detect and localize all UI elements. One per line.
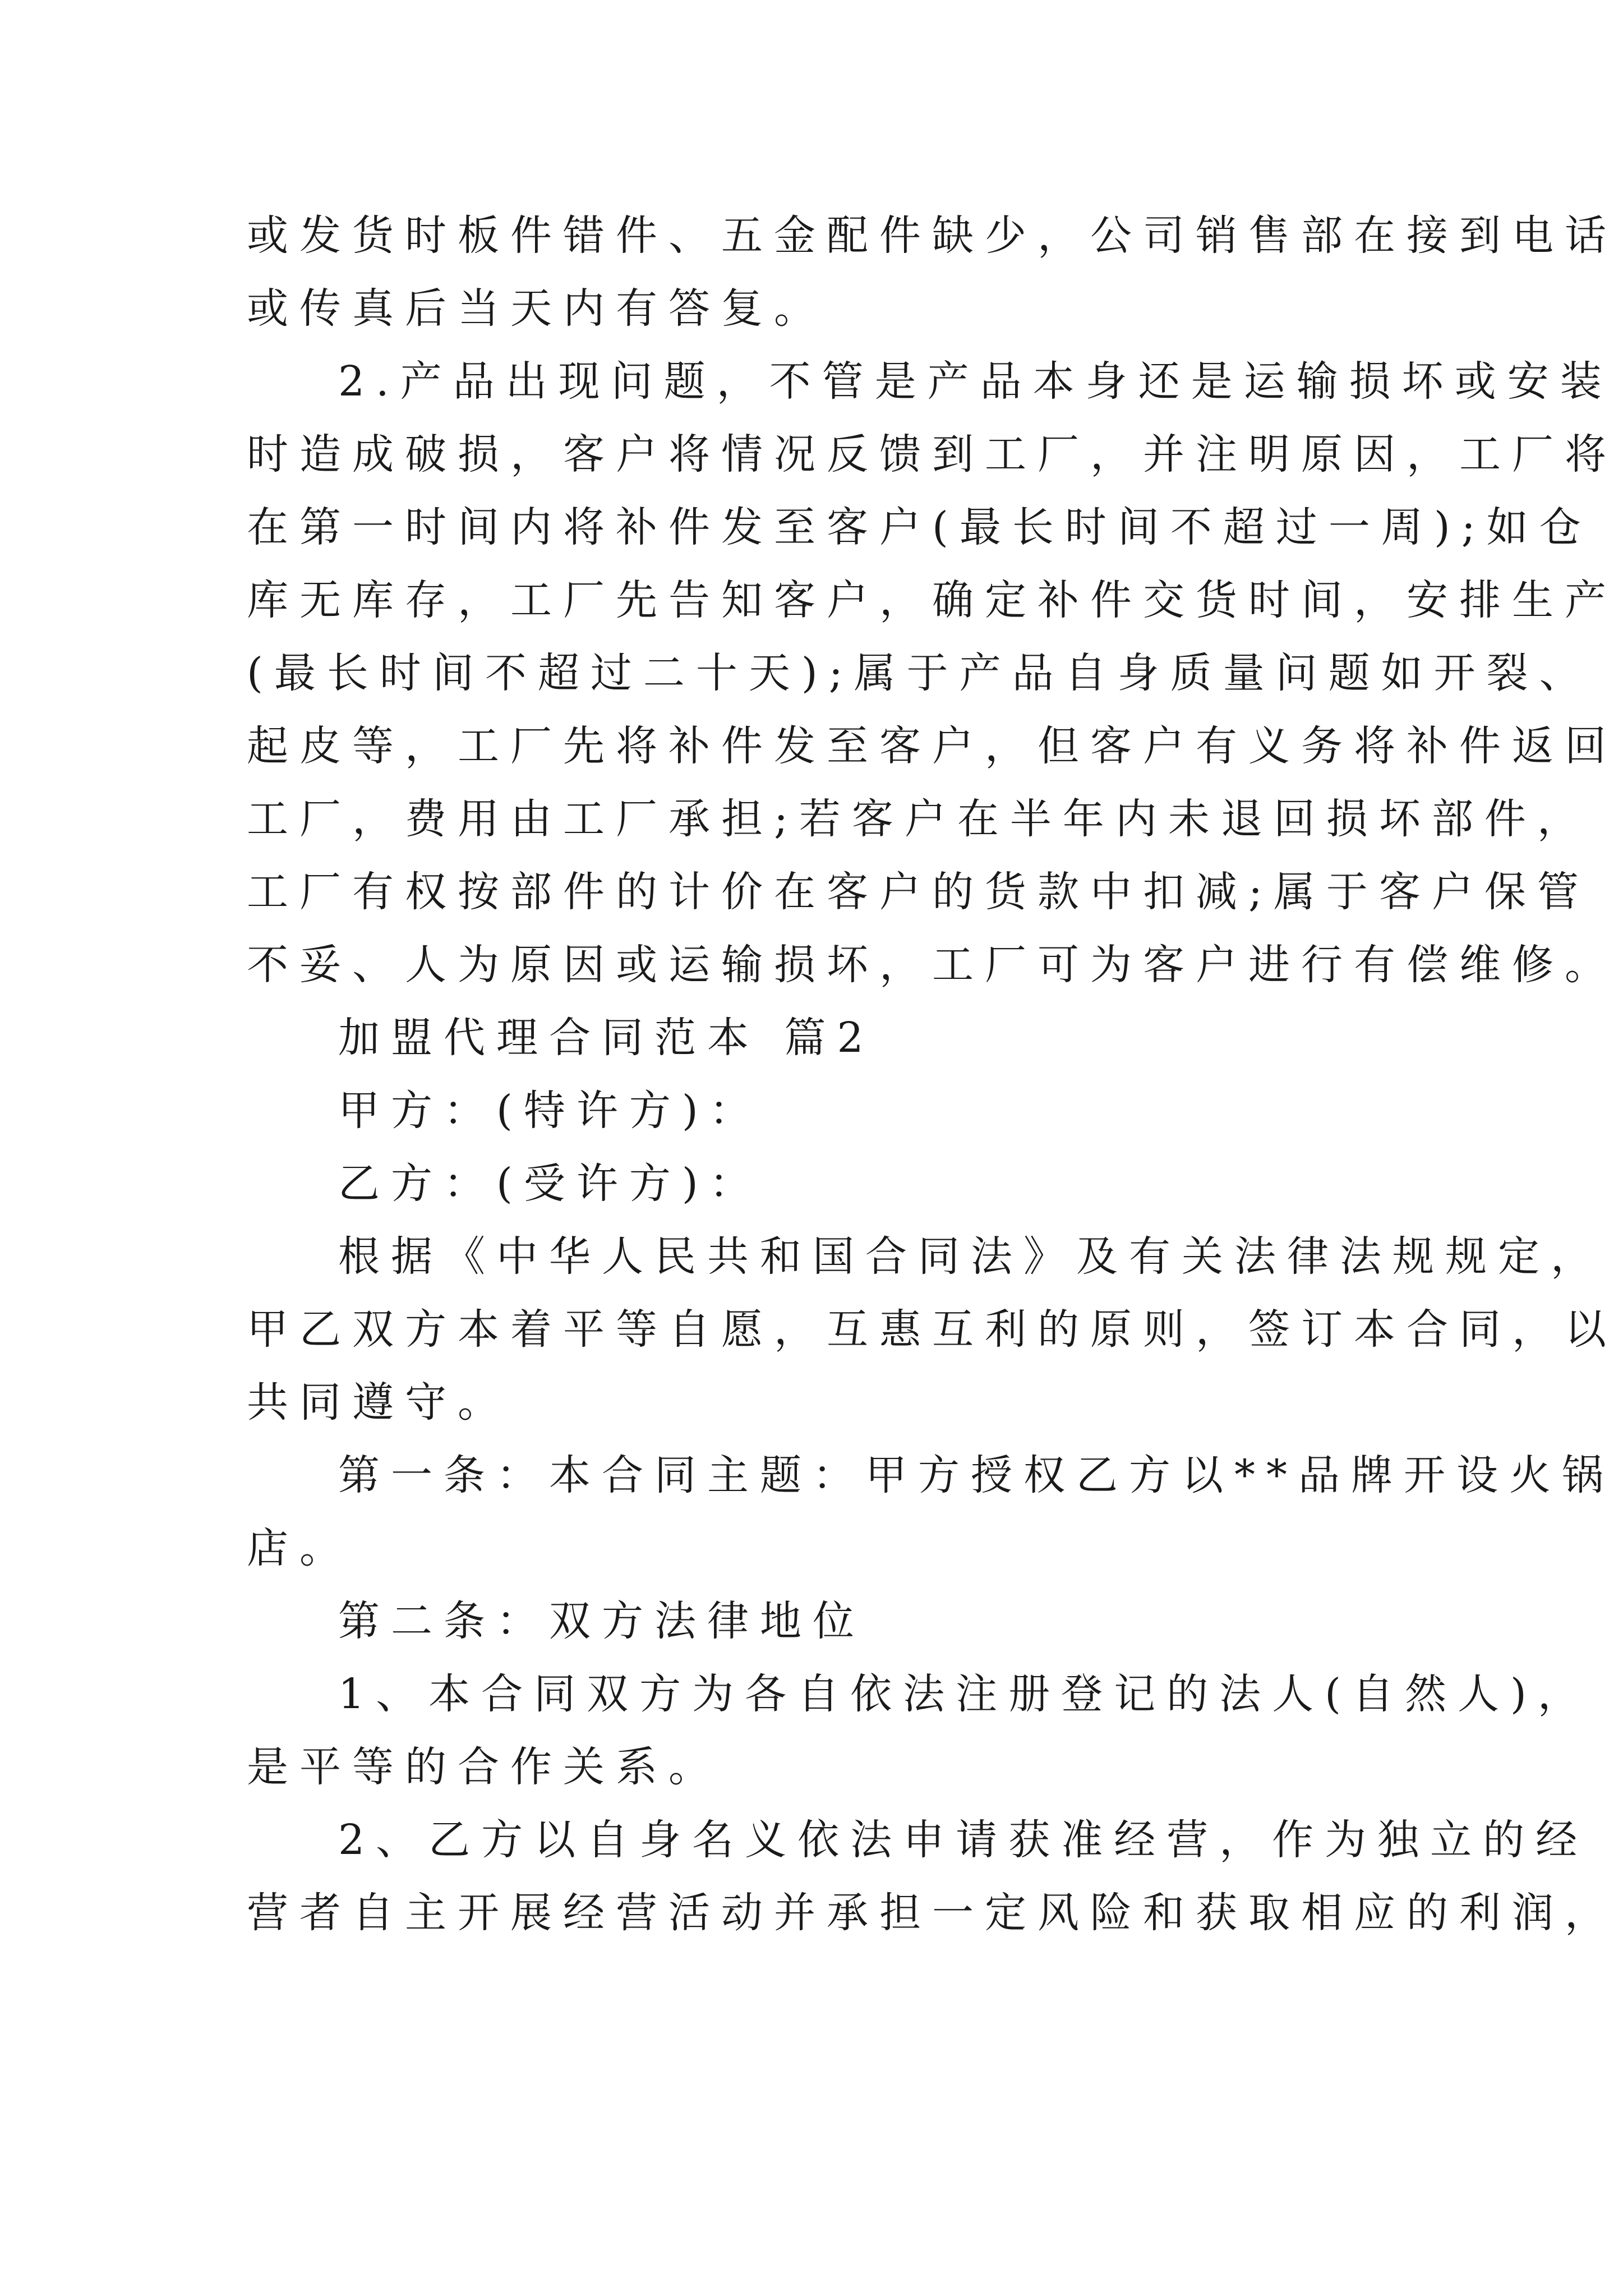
text-line: (最长时间不超过二十天);属于产品自身质量问题如开裂、: [247, 649, 1592, 697]
text-line: 或发货时板件错件、五金配件缺少，公司销售部在接到电话: [247, 211, 1617, 260]
text-line: 时造成破损，客户将情况反馈到工厂，并注明原因，工厂将: [247, 430, 1617, 478]
text-line: 在第一时间内将补件发至客户(最长时间不超过一周);如仓: [247, 503, 1592, 551]
document-page: [247, 199, 1617, 1949]
party-b-line: 乙方：(受许方)：: [338, 1159, 762, 1208]
text-line: 1、本合同双方为各自依法注册登记的法人(自然人)，: [338, 1670, 1590, 1718]
text-line: 营者自主开展经营活动并承担一定风险和获取相应的利润，: [247, 1889, 1617, 1937]
party-a-line: 甲方：(特许方)：: [338, 1087, 762, 1135]
section-heading: 加盟代理合同范本 篇2: [338, 1014, 875, 1062]
text-line: 2、乙方以自身名义依法申请获准经营，作为独立的经: [338, 1816, 1589, 1864]
article-one-line: 第一条：本合同主题：甲方授权乙方以**品牌开设火锅: [338, 1451, 1615, 1499]
text-line: 工厂，费用由工厂承担;若客户在半年内未退回损坏部件，: [247, 795, 1590, 843]
article-two-heading: 第二条：双方法律地位: [338, 1597, 865, 1645]
text-line: 店。: [247, 1524, 352, 1572]
text-line: 2.产品出现问题，不管是产品本身还是运输损坏或安装: [338, 357, 1613, 406]
text-line: 根据《中华人民共和国合同法》及有关法律法规规定，: [338, 1232, 1603, 1281]
text-line: 工厂有权按部件的计价在客户的货款中扣减;属于客户保管: [247, 868, 1590, 916]
text-line: 甲乙双方本着平等自愿，互惠互利的原则，签订本合同，以: [247, 1305, 1617, 1354]
text-line: 或传真后当天内有答复。: [247, 284, 827, 333]
text-line: 是平等的合作关系。: [247, 1743, 721, 1791]
text-line: 不妥、人为原因或运输损坏，工厂可为客户进行有偿维修。: [247, 941, 1617, 989]
text-line: 共同遵守。: [247, 1378, 510, 1427]
text-line: 起皮等，工厂先将补件发至客户，但客户有义务将补件返回: [247, 722, 1617, 770]
text-line: 库无库存，工厂先告知客户，确定补件交货时间，安排生产: [247, 576, 1617, 624]
